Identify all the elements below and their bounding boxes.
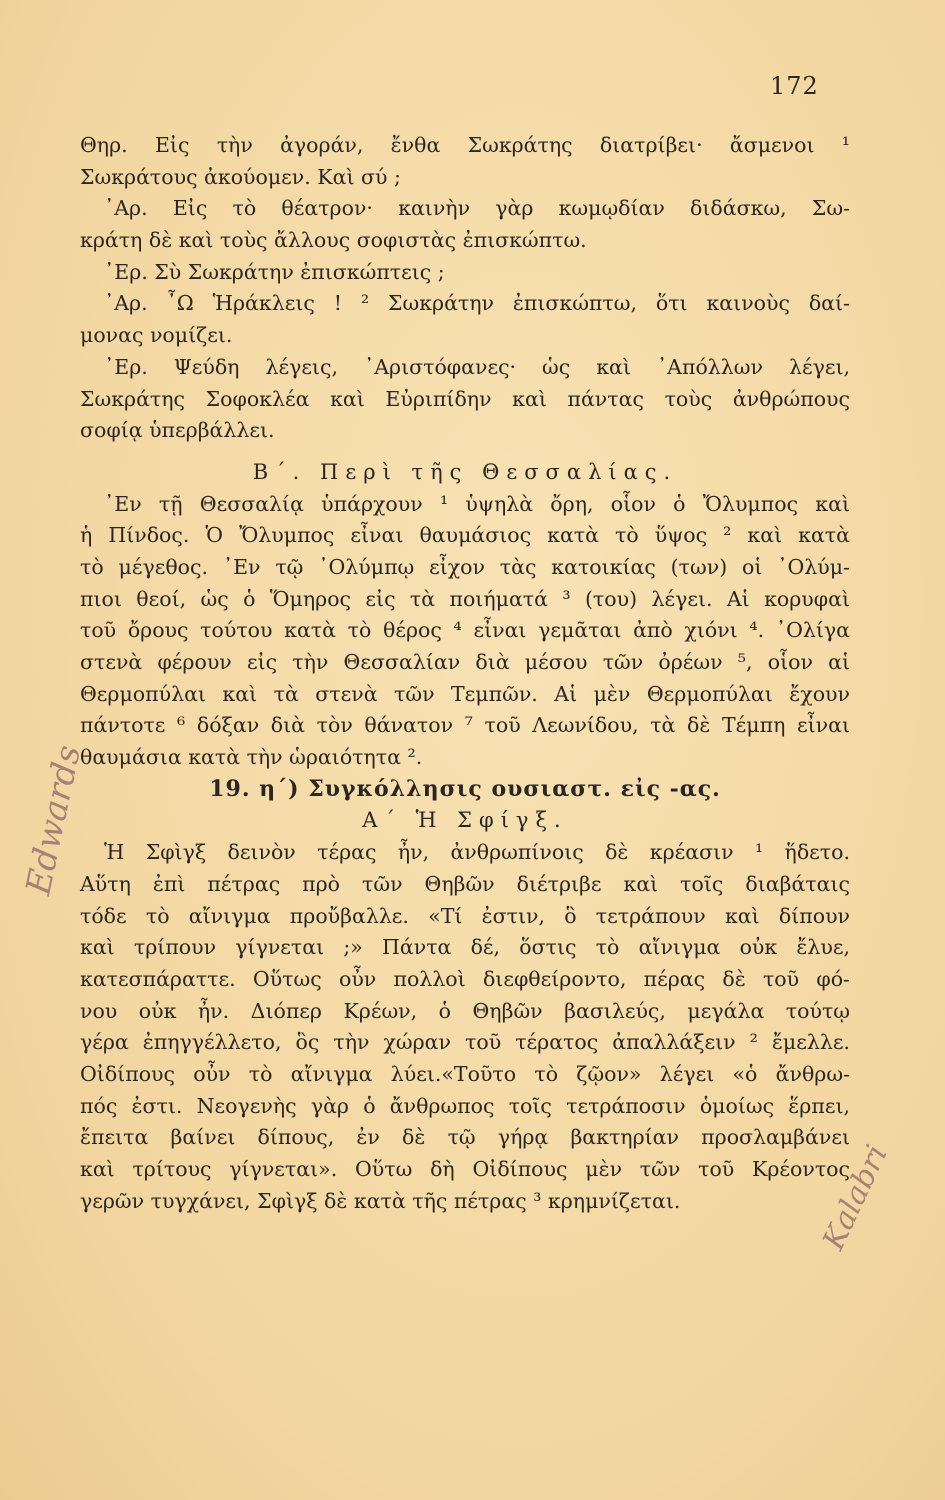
text-line: ἔπειτα βαίνει δίπους, ἐν δὲ τῷ γήρᾳ βακτηρίαν προσλαμβάνει bbox=[80, 1125, 850, 1150]
text-line: ᾿Εν τῇ Θεσσαλίᾳ ὑπάρχουν ¹ ὑψηλὰ ὄρη, οἷον ὁ Ὄλυμπος καὶ bbox=[104, 491, 850, 516]
text-line: Οἰδίπους οὖν τὸ αἴνιγμα λύει.«Τοῦτο τὸ ζῷον» λέγει «ὁ ἄνθρω- bbox=[80, 1061, 850, 1086]
text-line: πάντοτε ⁶ δόξαν διὰ τὸν θάνατον ⁷ τοῦ Λεωνίδου, τὰ δὲ Τέμπη εἶναι bbox=[80, 713, 850, 738]
text-line: Αὕτη ἐπὶ πέτρας πρὸ τῶν Θηβῶν διέτριβε καὶ τοῖς διαβάταις bbox=[80, 871, 850, 896]
text-line: ᾿Ερ. Ψεύδη λέγεις, ᾿Αριστόφανες· ὡς καὶ ᾿Απόλλων λέγει, bbox=[104, 354, 850, 379]
text-line: τὸ μέγεθος. ᾿Εν τῷ ᾿Ολύμπῳ εἶχον τὰς κατοικίας (των) οἱ ᾿Ολύμ- bbox=[80, 554, 850, 579]
handwritten-signature-left: Edwards bbox=[18, 741, 90, 899]
text-line: πιοι θεοί, ὡς ὁ Ὅμηρος εἰς τὰ ποιήματά ³ (του) λέγει. Αἱ κορυφαὶ bbox=[80, 586, 850, 611]
handwritten-signature-right: Kalabri bbox=[816, 1139, 895, 1256]
text-line: ἡ Πίνδος. Ὁ Ὄλυμπος εἶναι θαυμάσιος κατὰ τὸ ὕψος ² καὶ κατὰ bbox=[80, 523, 850, 548]
text-line: Σωκράτους ἀκούομεν. Καὶ σύ ; bbox=[80, 164, 401, 189]
text-line: Ἡ Σφὶγξ δεινὸν τέρας ἦν, ἀνθρωπίνοις δὲ κρέασιν ¹ ἥδετο. bbox=[104, 840, 850, 865]
section-heading: Β΄. Περὶ τῆς Θεσσαλίας. bbox=[252, 459, 678, 484]
text-line: κράτη δὲ καὶ τοὺς ἄλλους σοφιστὰς ἐπισκώπτω. bbox=[80, 228, 587, 253]
text-line: κατεσπάραττε. Οὕτως οὖν πολλοὶ διεφθείροντο, πέρας δὲ τοῦ φό- bbox=[80, 966, 850, 991]
text-line: τόδε τὸ αἴνιγμα προὔβαλλε. «Τί ἐστιν, ὃ τετράπουν καὶ δίπουν bbox=[80, 903, 850, 928]
text-line: πός ἐστι. Νεογενὴς γὰρ ὁ ἄνθρωπος τοῖς τετράποσιν ὁμοίως ἕρπει, bbox=[80, 1093, 850, 1118]
exercise-heading: 19. η΄) Συγκόλλησις ουσιαστ. εἰς -ας. bbox=[209, 775, 721, 802]
text-line: καὶ τρίτους γίγνεται». Οὕτω δὴ Οἰδίπους μὲν τῶν τοῦ Κρέοντος bbox=[80, 1157, 850, 1181]
text-line: μονας νομίζει. bbox=[80, 323, 233, 348]
text-line: Θερμοπύλαι καὶ τὰ στενὰ τῶν Τεμπῶν. Αἱ μὲν Θερμοπύλαι ἔχουν bbox=[80, 681, 850, 706]
text-line: στενὰ φέρουν εἰς τὴν Θεσσαλίαν διὰ μέσου τῶν ὀρέων ⁵, οἷον αἱ bbox=[80, 650, 850, 674]
text-line: ᾿Αρ. ῏Ω Ἡράκλεις ! ² Σωκράτην ἐπισκώπτω, ὅτι καινοὺς δαί- bbox=[104, 291, 850, 316]
page-number: 172 bbox=[770, 72, 819, 100]
text-line: θαυμάσια κατὰ τὴν ὡραιότητα ². bbox=[80, 745, 423, 770]
text-line: ᾿Αρ. Εἰς τὸ θέατρον· καινὴν γὰρ κωμῳδίαν διδάσκω, Σω- bbox=[104, 196, 850, 221]
text-line: σοφίᾳ ὑπερβάλλει. bbox=[80, 418, 275, 443]
text-line: ᾿Ερ. Σὺ Σωκράτην ἐπισκώπτεις ; bbox=[104, 259, 445, 284]
text-line: καὶ τρίπουν γίγνεται ;» Πάντα δέ, ὅστις τὸ αἴνιγμα οὐκ ἔλυε, bbox=[80, 935, 850, 960]
text-line: νου οὐκ ἦν. Διόπερ Κρέων, ὁ Θηβῶν βασιλεύς, μεγάλα τούτῳ bbox=[80, 998, 850, 1023]
text-block bbox=[80, 130, 850, 1217]
text-line: τοῦ ὄρους τούτου κατὰ τὸ θέρος ⁴ εἶναι γεμᾶται ἀπὸ χιόνι ⁴. ᾿Ολίγα bbox=[80, 618, 850, 643]
text-line: γέρα ἐπηγγέλλετο, ὃς τὴν χώραν τοῦ τέρατος ἀπαλλάξειν ² ἔμελλε. bbox=[80, 1030, 850, 1055]
text-line: γερῶν τυγχάνει, Σφὶγξ δὲ κατὰ τῆς πέτρας ³ κρημνίζεται. bbox=[80, 1188, 681, 1213]
text-line: Σωκράτης Σοφοκλέα καὶ Εὐριπίδην καὶ πάντας τοὺς ἀνθρώπους bbox=[80, 386, 850, 411]
exercise-subheading: Α΄ Ἡ Σφίγξ. bbox=[362, 808, 568, 833]
text-line: Θηρ. Εἰς τὴν ἀγοράν, ἔνθα Σωκράτης διατρίβει· ἄσμενοι ¹ bbox=[80, 133, 850, 157]
